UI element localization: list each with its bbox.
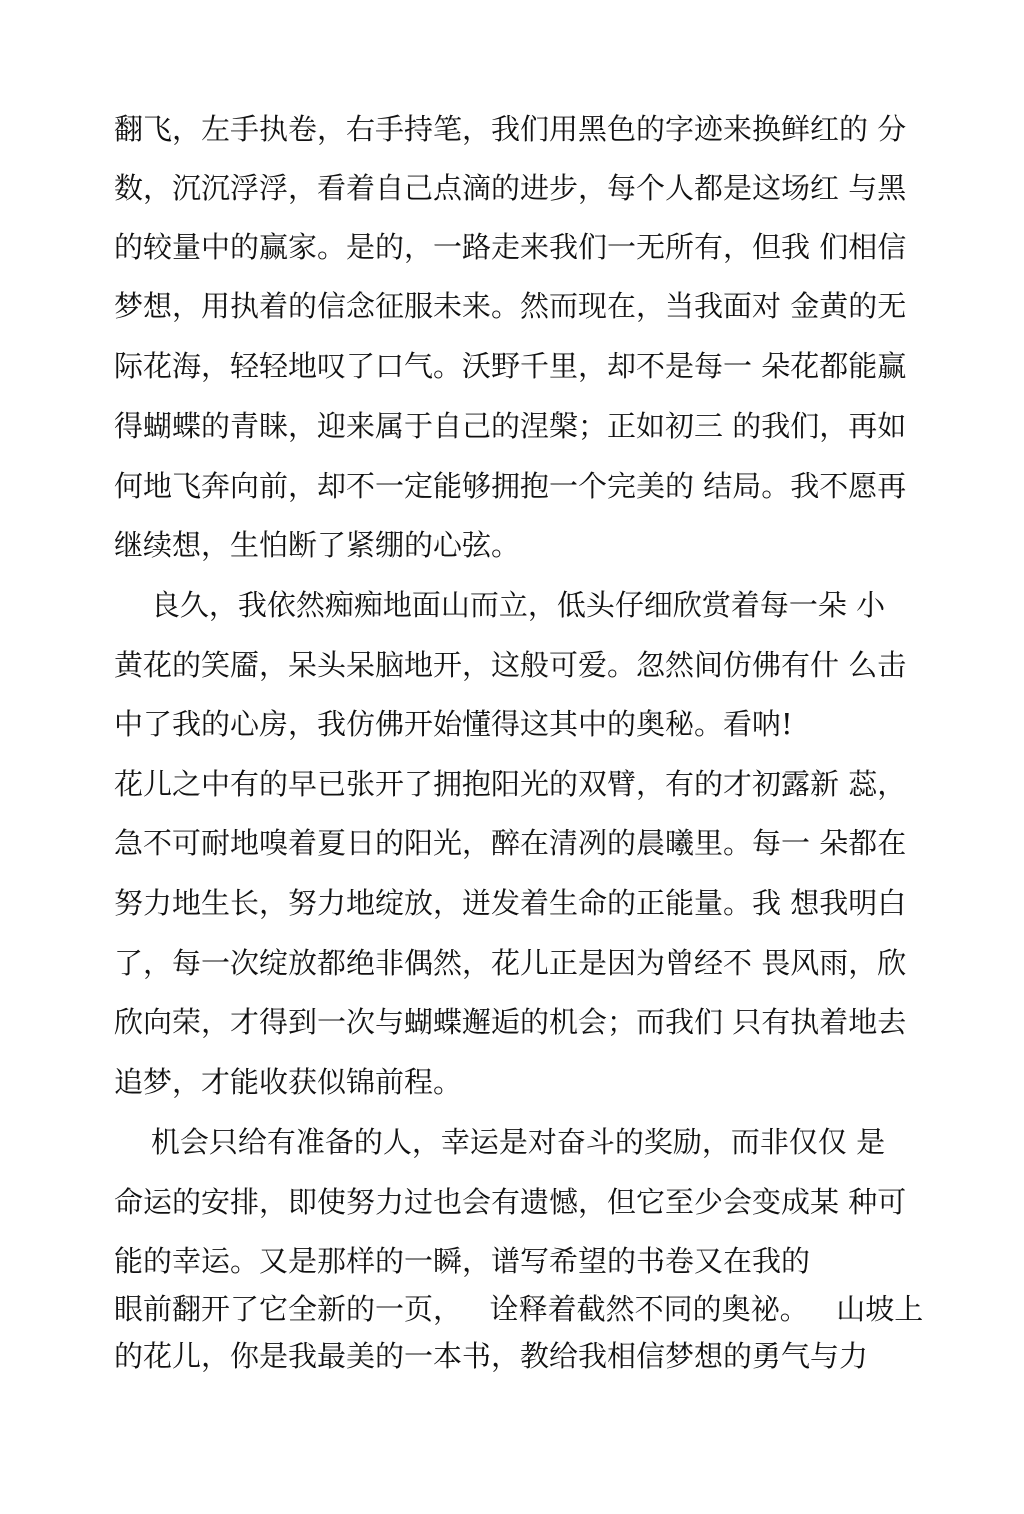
text-line: 何地飞奔向前，却不一定能够拥抱一个完美的 结局。我不愿再 <box>114 469 907 503</box>
text-line: 中了我的心房，我仿佛开始懂得这其中的奥秘。看呐! <box>114 707 793 741</box>
text-line: 花儿之中有的早已张开了拥抱阳光的双臂，有的才初露新 蕊， <box>114 767 907 801</box>
text-line: 急不可耐地嗅着夏日的阳光，醉在清冽的晨曦里。每一 朵都在 <box>114 826 907 860</box>
text-line: 梦想，用执着的信念征服未来。然而现在，当我面对 金黄的无 <box>114 289 907 323</box>
text-line: 追梦，才能收获似锦前程。 <box>114 1065 463 1099</box>
text-line: 欣向荣，才得到一次与蝴蝶邂逅的机会；而我们 只有执着地去 <box>114 1005 907 1039</box>
text-line: 命运的安排，即使努力过也会有遗憾，但它至少会变成某 种可 <box>114 1185 907 1219</box>
text-line: 数，沉沉浮浮，看着自己点滴的进步，每个人都是这场红 与黑 <box>114 171 907 205</box>
text-line: 翻飞，左手执卷，右手持笔，我们用黑色的字迹来换鲜红的 分 <box>114 112 907 146</box>
text-line: 继续想，生怕断了紧绷的心弦。 <box>114 528 521 562</box>
text-line: 了，每一次绽放都绝非偶然，花儿正是因为曾经不 畏风雨，欣 <box>114 946 907 980</box>
text-line: 能的幸运。又是那样的一瞬，谱写希望的书卷又在我的 <box>114 1244 811 1278</box>
text-line: 努力地生长，努力地绽放，迸发着生命的正能量。我 想我明白 <box>114 886 907 920</box>
text-line: 的较量中的赢家。是的，一路走来我们一无所有，但我 们相信 <box>114 230 907 264</box>
text-line: 眼前翻开了它全新的一页， 诠释着截然不同的奥祕。 山坡上 <box>114 1292 924 1326</box>
text-line: 的花儿，你是我最美的一本书，教给我相信梦想的勇气与力 <box>114 1339 869 1373</box>
text-line: 得蝴蝶的青睐，迎来属于自己的涅槃；正如初三 的我们，再如 <box>114 409 907 443</box>
text-line: 际花海，轻轻地叹了口气。沃野千里，却不是每一 朵花都能赢 <box>114 349 907 383</box>
text-line: 黄花的笑靥，呆头呆脑地开，这般可爱。忽然间仿佛有什 么击 <box>114 648 907 682</box>
text-line: 机会只给有准备的人，幸运是对奋斗的奖励，而非仅仅 是 <box>114 1125 886 1159</box>
text-line: 良久，我依然痴痴地面山而立，低头仔细欣赏着每一朵 小 <box>114 588 886 622</box>
